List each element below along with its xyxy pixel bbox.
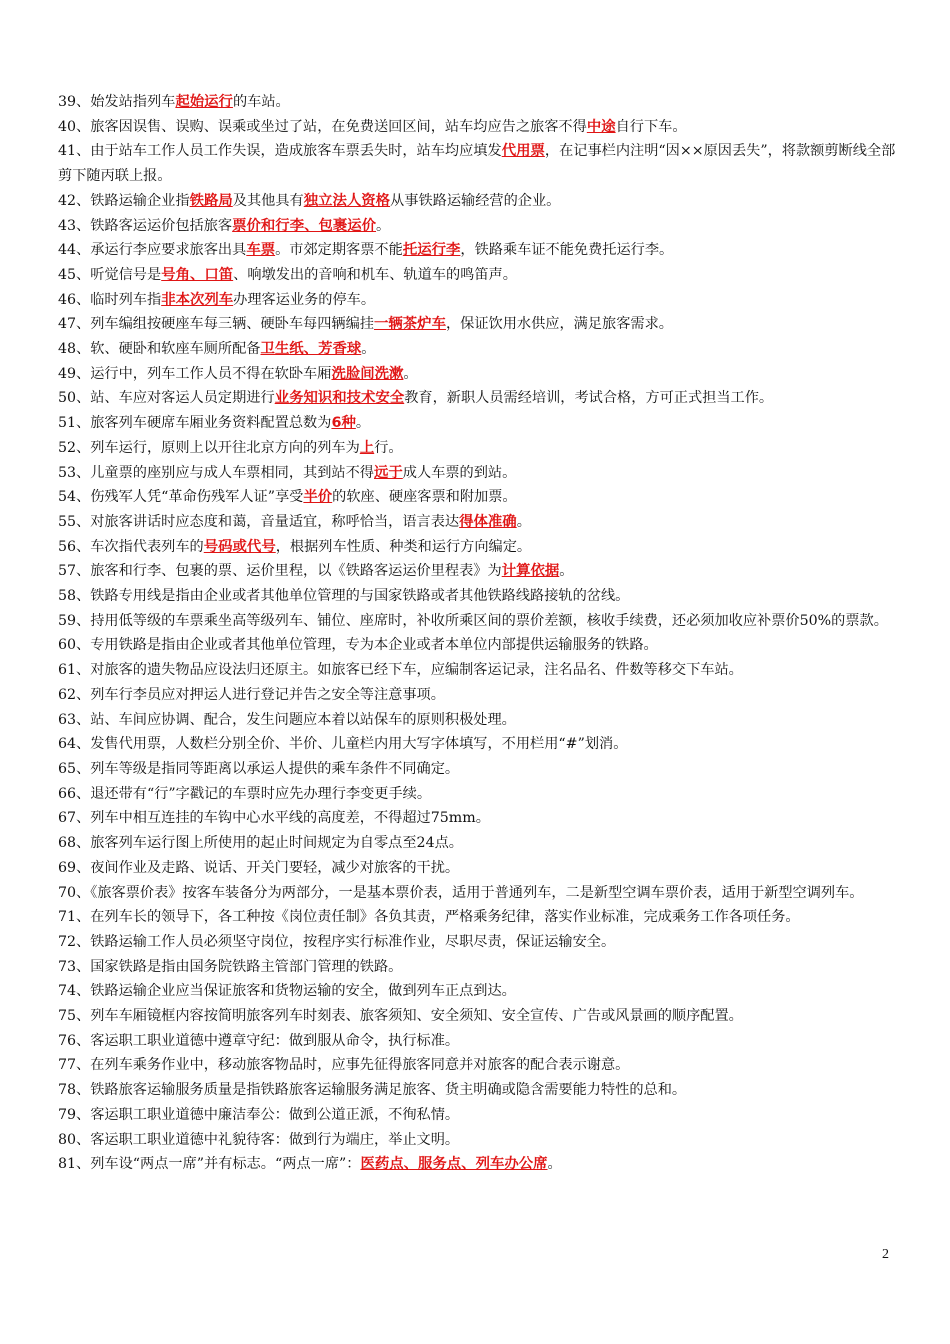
question-text: 42、铁路运输企业指: [58, 192, 190, 209]
question-item: [58, 1128, 900, 1153]
answer-highlight: 中途: [586, 118, 616, 135]
question-item: [58, 288, 900, 313]
question-item: [58, 633, 900, 658]
question-item: [58, 1152, 900, 1177]
answer-highlight: 车票: [246, 242, 276, 259]
question-text: 73、国家铁路是指由国务院铁路主管部门管理的铁路。: [58, 958, 403, 975]
question-item: [58, 139, 900, 188]
question-text: 54、伤残军人凭“革命伤残军人证”享受: [58, 489, 304, 506]
question-text: 55、对旅客讲话时应态度和蔼，音量适宜，称呼恰当，语言表达: [58, 513, 460, 530]
question-item: [58, 411, 900, 436]
answer-highlight: 号角、口笛: [161, 266, 234, 283]
question-text: 81、列车设“两点一席”并有标志。“两点一席”：: [58, 1156, 361, 1173]
answer-highlight: 独立法人资格: [303, 192, 391, 209]
question-item: [58, 337, 900, 362]
question-item: [58, 757, 900, 782]
answer-highlight: 卫生纸、芳香球: [260, 341, 362, 358]
question-text: 52、列车运行，原则上以开往北京方向的列车为: [58, 439, 360, 456]
answer-highlight: 得体准确: [459, 513, 517, 530]
question-text: 57、旅客和行李、包裹的票、运价里程，以《铁路客运运价里程表》为: [58, 563, 502, 580]
question-text: 成人车票的到站。: [402, 464, 517, 481]
question-text: 49、运行中，列车工作人员不得在软卧车厢: [58, 365, 332, 382]
question-text: 办理客运业务的停车。: [233, 291, 376, 308]
question-item: [58, 535, 900, 560]
question-item: [58, 856, 900, 881]
question-item: [58, 362, 900, 387]
question-item: [58, 683, 900, 708]
question-text: 59、持用低等级的车票乘坐高等级列车、铺位、座席时，补收所乘区间的票价差额，核收手续费，还必须加收应补票价50%的票款。: [58, 612, 888, 629]
question-item: [58, 609, 900, 634]
question-item: [58, 510, 900, 535]
question-item: [58, 90, 900, 115]
question-text: 69、夜间作业及走路、说话、开关门要轻，减少对旅客的干扰。: [58, 859, 460, 876]
question-text: 78、铁路旅客运输服务质量是指铁路旅客运输服务满足旅客、货主明确或隐含需要能力特性的总和。: [58, 1082, 687, 1099]
question-text: 44、承运行李应要求旅客出具: [58, 242, 247, 259]
question-item: [58, 1004, 900, 1029]
question-text: 53、儿童票的座别应与成人车票相同，其到站不得: [58, 464, 374, 481]
question-item: [58, 782, 900, 807]
answer-highlight: 半价: [303, 489, 333, 506]
answer-highlight: 非本次列车: [161, 291, 234, 308]
question-item: [58, 881, 900, 906]
question-text: 、响墩发出的音响和机车、轨道车的鸣笛声。: [233, 266, 517, 283]
question-item: [58, 189, 900, 214]
question-item: [58, 806, 900, 831]
question-text: 79、客运职工职业道德中廉洁奉公：做到公道正派，不徇私情。: [58, 1106, 460, 1123]
question-item: [58, 905, 900, 930]
question-text: 65、列车等级是指同等距离以承运人提供的乘车条件不同确定。: [58, 760, 460, 777]
answer-highlight: 代用票: [501, 143, 545, 160]
answer-highlight: 计算依据: [501, 563, 560, 580]
question-item: [58, 979, 900, 1004]
question-item: [58, 1078, 900, 1103]
question-text: ，保证饮用水供应，满足旅客需求。: [445, 316, 673, 333]
question-text: 47、列车编组按硬座车每三辆、硬卧车每四辆编挂: [58, 316, 374, 333]
question-text: 67、列车中相互连挂的车钩中心水平线的高度差，不得超过75mm。: [58, 810, 490, 827]
question-item: [58, 436, 900, 461]
answer-highlight: 托运行李: [402, 242, 461, 259]
answer-highlight: 远于: [374, 464, 403, 481]
question-text: 的车站。: [232, 94, 290, 110]
question-text: 41、由于站车工作人员工作失误，造成旅客车票丢失时，站车均应填发: [58, 143, 502, 160]
question-text: 自行下车。: [615, 118, 687, 135]
question-text: 43、铁路客运运价包括旅客: [58, 217, 233, 234]
question-item: [58, 386, 900, 411]
question-text: 。: [403, 365, 418, 382]
question-text: 66、退还带有“行”字戳记的车票时应先办理行李变更手续。: [58, 785, 432, 802]
answer-highlight: 一辆茶炉车: [374, 316, 446, 333]
question-text: 50、站、车应对客运人员定期进行: [58, 390, 275, 407]
question-text: 58、铁路专用线是指由企业或者其他单位管理的与国家铁路或者其他铁路线路接轨的岔线。: [58, 588, 630, 605]
question-text: 45、听觉信号是: [58, 266, 162, 283]
question-text: 39、始发站指列车: [58, 94, 176, 110]
question-text: 40、旅客因误售、误购、误乘或坐过了站，在免费送回区间，站车均应告之旅客不得: [58, 118, 587, 135]
answer-highlight: 铁路局: [189, 192, 233, 209]
question-text: ，在记事栏内注明“因××原因丢失”，将款额剪断线全部剪下随丙联上报。: [58, 143, 896, 185]
question-text: 80、客运职工职业道德中礼貌待客：做到行为端庄，举止文明。: [58, 1131, 460, 1148]
question-item: [58, 831, 900, 856]
question-text: 60、专用铁路是指由企业或者其他单位管理，专为本企业或者本单位内部提供运输服务的铁路。: [58, 637, 658, 654]
question-text: 75、列车车厢镜框内容按简明旅客列车时刻表、旅客须知、安全须知、安全宣传、广告或风景画的顺序配置。: [58, 1008, 743, 1025]
question-text: 教育，新职人员需经培训，考试合格，方可正式担当工作。: [404, 390, 774, 407]
question-text: 63、站、车间应协调、配合，发生问题应本着以站保车的原则积极处理。: [58, 711, 516, 728]
question-text: 72、铁路运输工作人员必须坚守岗位，按程序实行标准作业，尽职尽责，保证运输安全。: [58, 933, 616, 950]
question-item: [58, 658, 900, 683]
question-text: 77、在列车乘务作业中，移动旅客物品时，应事先征得旅客同意并对旅客的配合表示谢意。: [58, 1057, 630, 1074]
question-text: 64、发售代用票，人数栏分别全价、半价、儿童栏内用大写字体填写，不用栏用“#”划消。: [58, 736, 628, 753]
question-text: ，根据列车性质、种类和运行方向编定。: [275, 538, 532, 555]
question-text: 71、在列车长的领导下，各工种按《岗位责任制》各负其责，严格乘务纪律，落实作业标准，完成乘务工作各项任务。: [58, 909, 800, 926]
answer-highlight: 医药点、服务点、列车办公席: [360, 1156, 548, 1173]
question-text: 61、对旅客的遗失物品应设法归还原主。如旅客已经下车，应编制客运记录，注名品名、件数等移交下车站。: [58, 662, 743, 679]
page-number: 2: [882, 1247, 889, 1262]
question-item: [58, 955, 900, 980]
question-text: 70、《旅客票价表》按客车装备分为两部分，一是基本票价表，适用于普通列车，二是新型空调车票价表，适用于新型空调列车。: [58, 884, 864, 901]
answer-highlight: 号码或代号: [203, 538, 276, 555]
question-item: [58, 263, 900, 288]
question-text: 62、列车行李员应对押运人进行登记并告之安全等注意事项。: [58, 686, 445, 703]
question-text: 68、旅客列车运行图上所使用的起止时间规定为自零点至24点。: [58, 835, 463, 852]
question-text: 。: [559, 563, 574, 580]
question-text: 76、客运职工职业道德中遵章守纪：做到服从命令，执行标准。: [58, 1032, 460, 1049]
question-text: 。: [355, 415, 371, 432]
question-item: [58, 732, 900, 757]
question-text: 51、旅客列车硬席车厢业务资料配置总数为: [58, 415, 332, 432]
question-text: 及其他具有: [232, 192, 304, 209]
question-text: 56、车次指代表列车的: [58, 538, 204, 555]
question-item: [58, 930, 900, 955]
question-item: [58, 485, 900, 510]
question-item: [58, 1103, 900, 1128]
answer-highlight: 上: [359, 439, 375, 456]
question-text: 。: [361, 341, 376, 358]
question-item: [58, 1029, 900, 1054]
question-text: 。市郊定期客票不能: [275, 242, 403, 259]
question-item: [58, 584, 900, 609]
question-text: 。: [547, 1156, 562, 1173]
question-item: [58, 461, 900, 486]
document-body: [58, 90, 900, 1177]
question-text: 。: [516, 513, 531, 530]
question-text: 行。: [374, 439, 403, 456]
question-item: [58, 115, 900, 140]
question-item: [58, 1053, 900, 1078]
answer-highlight: 业务知识和技术安全: [274, 390, 405, 407]
question-item: [58, 214, 900, 239]
question-item: [58, 708, 900, 733]
question-text: 从事铁路运输经营的企业。: [390, 192, 561, 209]
answer-highlight: 6种: [331, 415, 356, 432]
question-text: 74、铁路运输企业应当保证旅客和货物运输的安全，做到列车正点到达。: [58, 983, 516, 1000]
question-item: [58, 238, 900, 263]
answer-highlight: 洗脸间洗漱: [331, 365, 404, 382]
answer-highlight: 票价和行李、包裹运价: [232, 217, 377, 234]
question-text: ，铁路乘车证不能免费托运行李。: [460, 242, 674, 259]
question-text: 。: [376, 217, 391, 234]
question-text: 的软座、硬座客票和附加票。: [332, 489, 517, 506]
answer-highlight: 起始运行: [175, 94, 233, 110]
question-text: 48、软、硬卧和软座车厕所配备: [58, 341, 261, 358]
question-text: 46、临时列车指: [58, 291, 162, 308]
question-item: [58, 312, 900, 337]
question-item: [58, 559, 900, 584]
